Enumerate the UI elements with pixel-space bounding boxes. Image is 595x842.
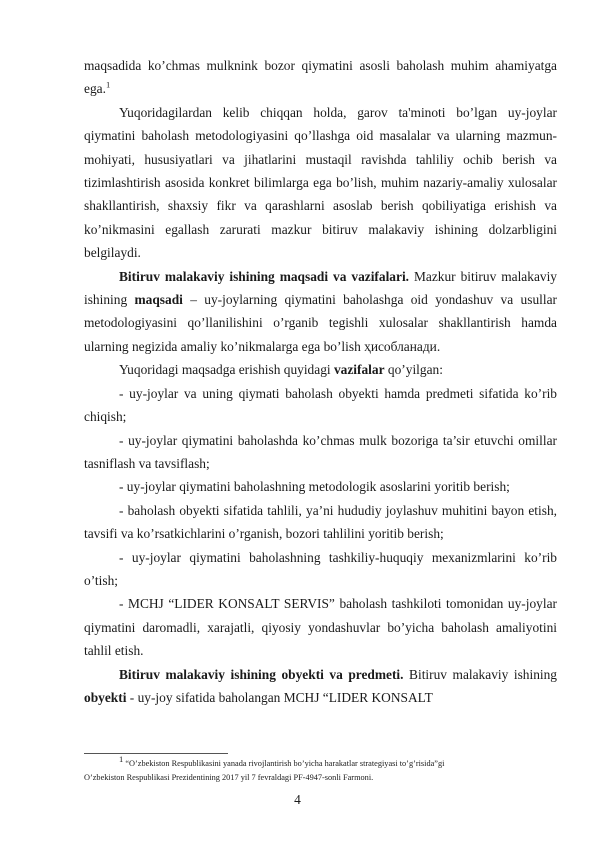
footnote-reference[interactable]: 1: [105, 79, 111, 90]
list-item: - uy-joylar qiymatini baholashda ko’chmas mulk bozoriga ta’sir etuvchi omillar tasniflash va tavsiflash;: [84, 432, 557, 471]
list-item: - uy-joylar qiymatini baholashning tashkiliy-huquqiy mexanizmlarini ko’rib o’tish;: [84, 549, 557, 588]
document-body: [84, 54, 557, 709]
term-maqsadi: maqsadi: [134, 292, 183, 308]
page-number: 4: [294, 792, 301, 807]
list-item: - baholash obyekti sifatida tahlili, ya’ni hududiy joylashuv muhitini bayon etish, tavsifi va ko’rsatkichlarini o’rganish, bozori tahlilini yoritib berish;: [84, 502, 557, 542]
section-heading-goals: Bitiruv malakaviy ishining maqsadi va vazifalari.: [119, 268, 410, 284]
list-item: - uy-joylar qiymatini baholashning metodologik asoslarini yoritib berish;: [119, 479, 510, 495]
paragraph-tasks-intro: Yuqoridagi maqsadga erishish quyidagi vazifalar qo’yilgan:: [119, 362, 443, 378]
footnote-separator: [84, 753, 228, 754]
footnote-marker: 1: [119, 754, 124, 765]
paragraph-relevance: Yuqoridagilardan kelib chiqqan holda, garov ta'minoti bo’lgan uy-joylar qiymatini baholash metodologiyasini qo’llashga oid masalalar va ularning mazmun-mohiyati, hususiyatlari va jihatlarini mustaqil ravishda tahliliy ochib berish va tizimlashtirish asosida konkret bilimlarga ega bo’lish, muhim nazariy-amaliy xulosalar shakllantirish, shaxsiy fikr va qarashlarni asoslab berish qobiliyatiga erishish va ko’nikmasini egallash zarurati mazkur bitiruv malakaviy ishining dolzarbligini belgilaydi.: [84, 104, 557, 261]
term-vazifalar: vazifalar: [333, 362, 385, 378]
section-heading-object: Bitiruv malakaviy ishining obyekti va predmeti.: [119, 666, 404, 682]
list-item: - uy-joylar va uning qiymati baholash obyekti hamda predmeti sifatida ko’rib chiqish;: [84, 385, 557, 425]
list-item: - MCHJ “LIDER KONSALT SERVIS” baholash tashkiloti tomonidan uy-joylar qiymatini daromadli, xarajatli, qiyosiy yondashuvlar bo’yicha baholash amaliyotini tahlil etish.: [84, 596, 557, 659]
footnote: $^1$ “O’zbekiston Respublikasini yanada rivojlantirish bo’yicha harakatlar strategiyasi to’g’risida”gi O’zbekiston Respublikasi Prezidentining 2017 yil 7 fevraldagi PF-4947-sonli Farmoni.: [84, 754, 445, 782]
paragraph-object: Bitiruv malakaviy ishining obyekti va predmeti. Bitiruv malakaviy ishining obyekti - uy-joy sifatida baholangan MCHJ “LIDER KONSALT: [84, 666, 558, 705]
term-obyekti: obyekti: [84, 689, 127, 705]
paragraph-continuation: maqsadida ko’chmas mulknink bozor qiymatini asosli baholash muhim ahamiyatga ega.$^1$: [84, 58, 557, 97]
paragraph-goals: Bitiruv malakaviy ishining maqsadi va vazifalari. Mazkur bitiruv malakaviy ishining maqsadi – uy-joylarning qiymatini baholashga oid yondashuv va usullar metodologiyasini qo’llanilishini o’rganib tegishli xulosalar shakllantirish hamda ularning negizida amaliy ko’nikmalarga ega bo’lish ҳисобланади.: [84, 268, 557, 354]
